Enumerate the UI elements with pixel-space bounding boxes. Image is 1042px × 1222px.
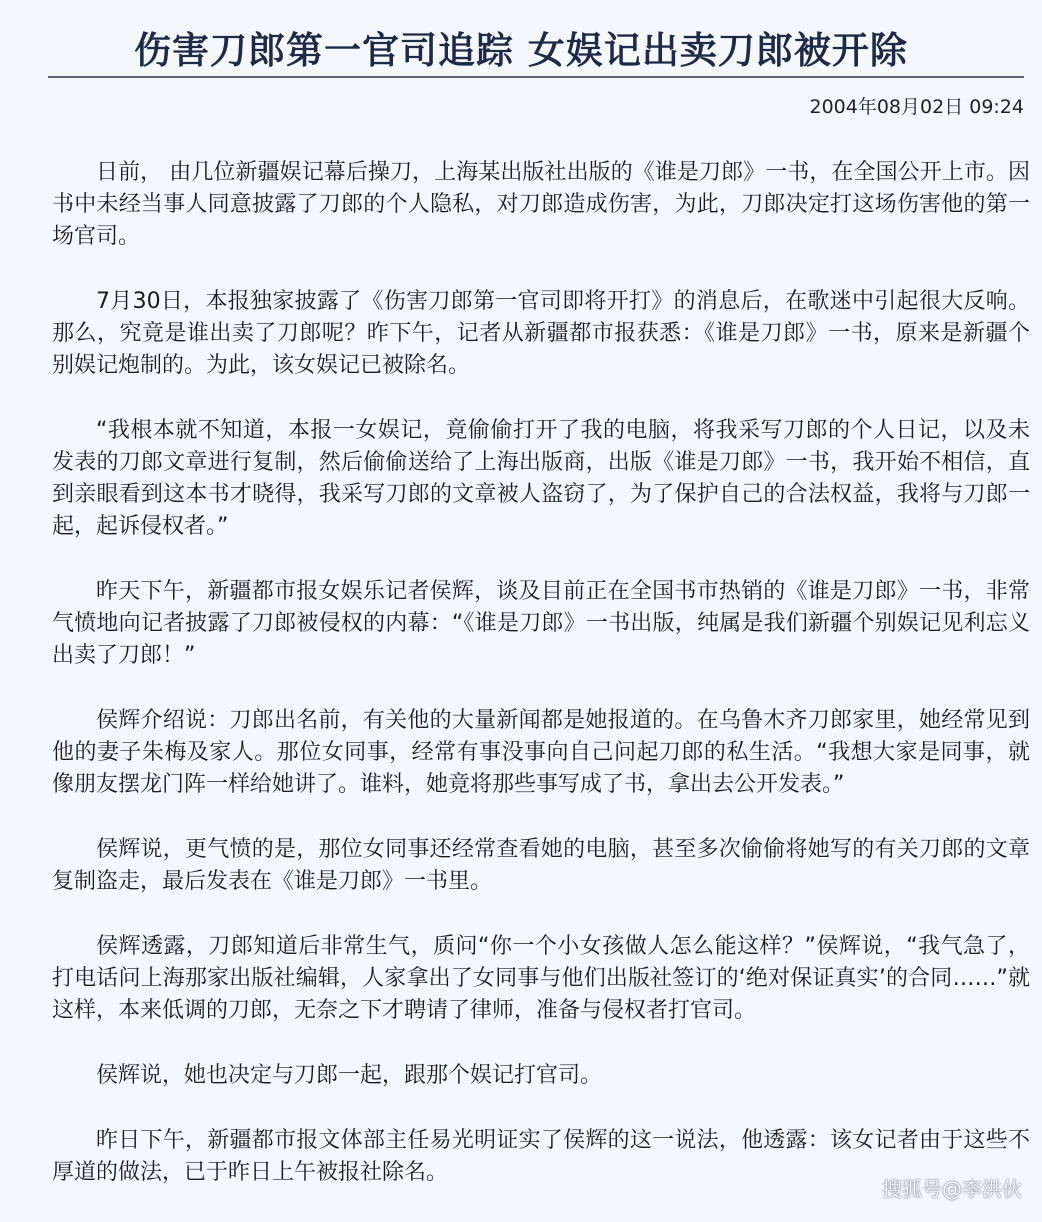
source-watermark: 搜狐号@李洪伙 (882, 1177, 1022, 1201)
article-paragraph: 昨天下午，新疆都市报女娱乐记者侯辉，谈及目前正在全国书市热销的《谁是刀郎》一书，非常气愤地向记者披露了刀郎被侵权的内幕：“《谁是刀郎》一书出版，纯属是我们新疆个别娱记见利忘义出卖了刀郎！” (52, 579, 1030, 668)
article-paragraph: 侯辉透露，刀郎知道后非常生气，质问“你一个小女孩做人怎么能这样？”侯辉说，“我气急了，打电话问上海那家出版社编辑，人家拿出了女同事与他们出版社签订的‘绝对保证真实’的合同……”就这样，本来低调的刀郎，无奈之下才聘请了律师，准备与侵权者打官司。 (52, 934, 1030, 1023)
title-divider (48, 76, 1024, 78)
article-title: 伤害刀郎第一官司追踪 女娱记出卖刀郎被开除 (134, 29, 908, 72)
article-paragraph: 侯辉介绍说：刀郎出名前，有关他的大量新闻都是她报道的。在乌鲁木齐刀郎家里，她经常见到他的妻子朱梅及家人。那位女同事，经常有事没事向自己问起刀郎的私生活。“我想大家是同事，就像朋友摆龙门阵一样给她讲了。谁料，她竟将那些事写成了书，拿出去公开发表。” (52, 708, 1030, 797)
article-paragraph: 昨日下午，新疆都市报文体部主任易光明证实了侯辉的这一说法，他透露：该女记者由于这些不厚道的做法，已于昨日上午被报社除名。 (52, 1128, 1030, 1185)
publish-date: 2004年08月02日 09:24 (809, 96, 1024, 118)
article-paragraph: 侯辉说，更气愤的是，那位女同事还经常查看她的电脑，甚至多次偷偷将她写的有关刀郎的文章复制盗走，最后发表在《谁是刀郎》一书里。 (52, 837, 1030, 894)
article-paragraph: “我根本就不知道，本报一女娱记，竟偷偷打开了我的电脑，将我采写刀郎的个人日记，以及未发表的刀郎文章进行复制，然后偷偷送给了上海出版商，出版《谁是刀郎》一书，我开始不相信，直到亲眼看到这本书才晓得，我采写刀郎的文章被人盗窃了，为了保护自己的合法权益，我将与刀郎一起，起诉侵权者。” (52, 418, 1030, 539)
article-body (52, 157, 1030, 1222)
article-paragraph: 7月30日，本报独家披露了《伤害刀郎第一官司即将开打》的消息后，在歌迷中引起很大反响。那么，究竟是谁出卖了刀郎呢？昨下午，记者从新疆都市报获悉：《谁是刀郎》一书，原来是新疆个别娱记炮制的。为此，该女娱记已被除名。 (52, 289, 1030, 378)
article-paragraph: 日前， 由几位新疆娱记幕后操刀，上海某出版社出版的《谁是刀郎》一书，在全国公开上市。因书中未经当事人同意披露了刀郎的个人隐私，对刀郎造成伤害，为此，刀郎决定打这场伤害他的第一场官司。 (52, 160, 1030, 249)
article-paragraph: 侯辉说，她也决定与刀郎一起，跟那个娱记打官司。 (96, 1063, 603, 1088)
